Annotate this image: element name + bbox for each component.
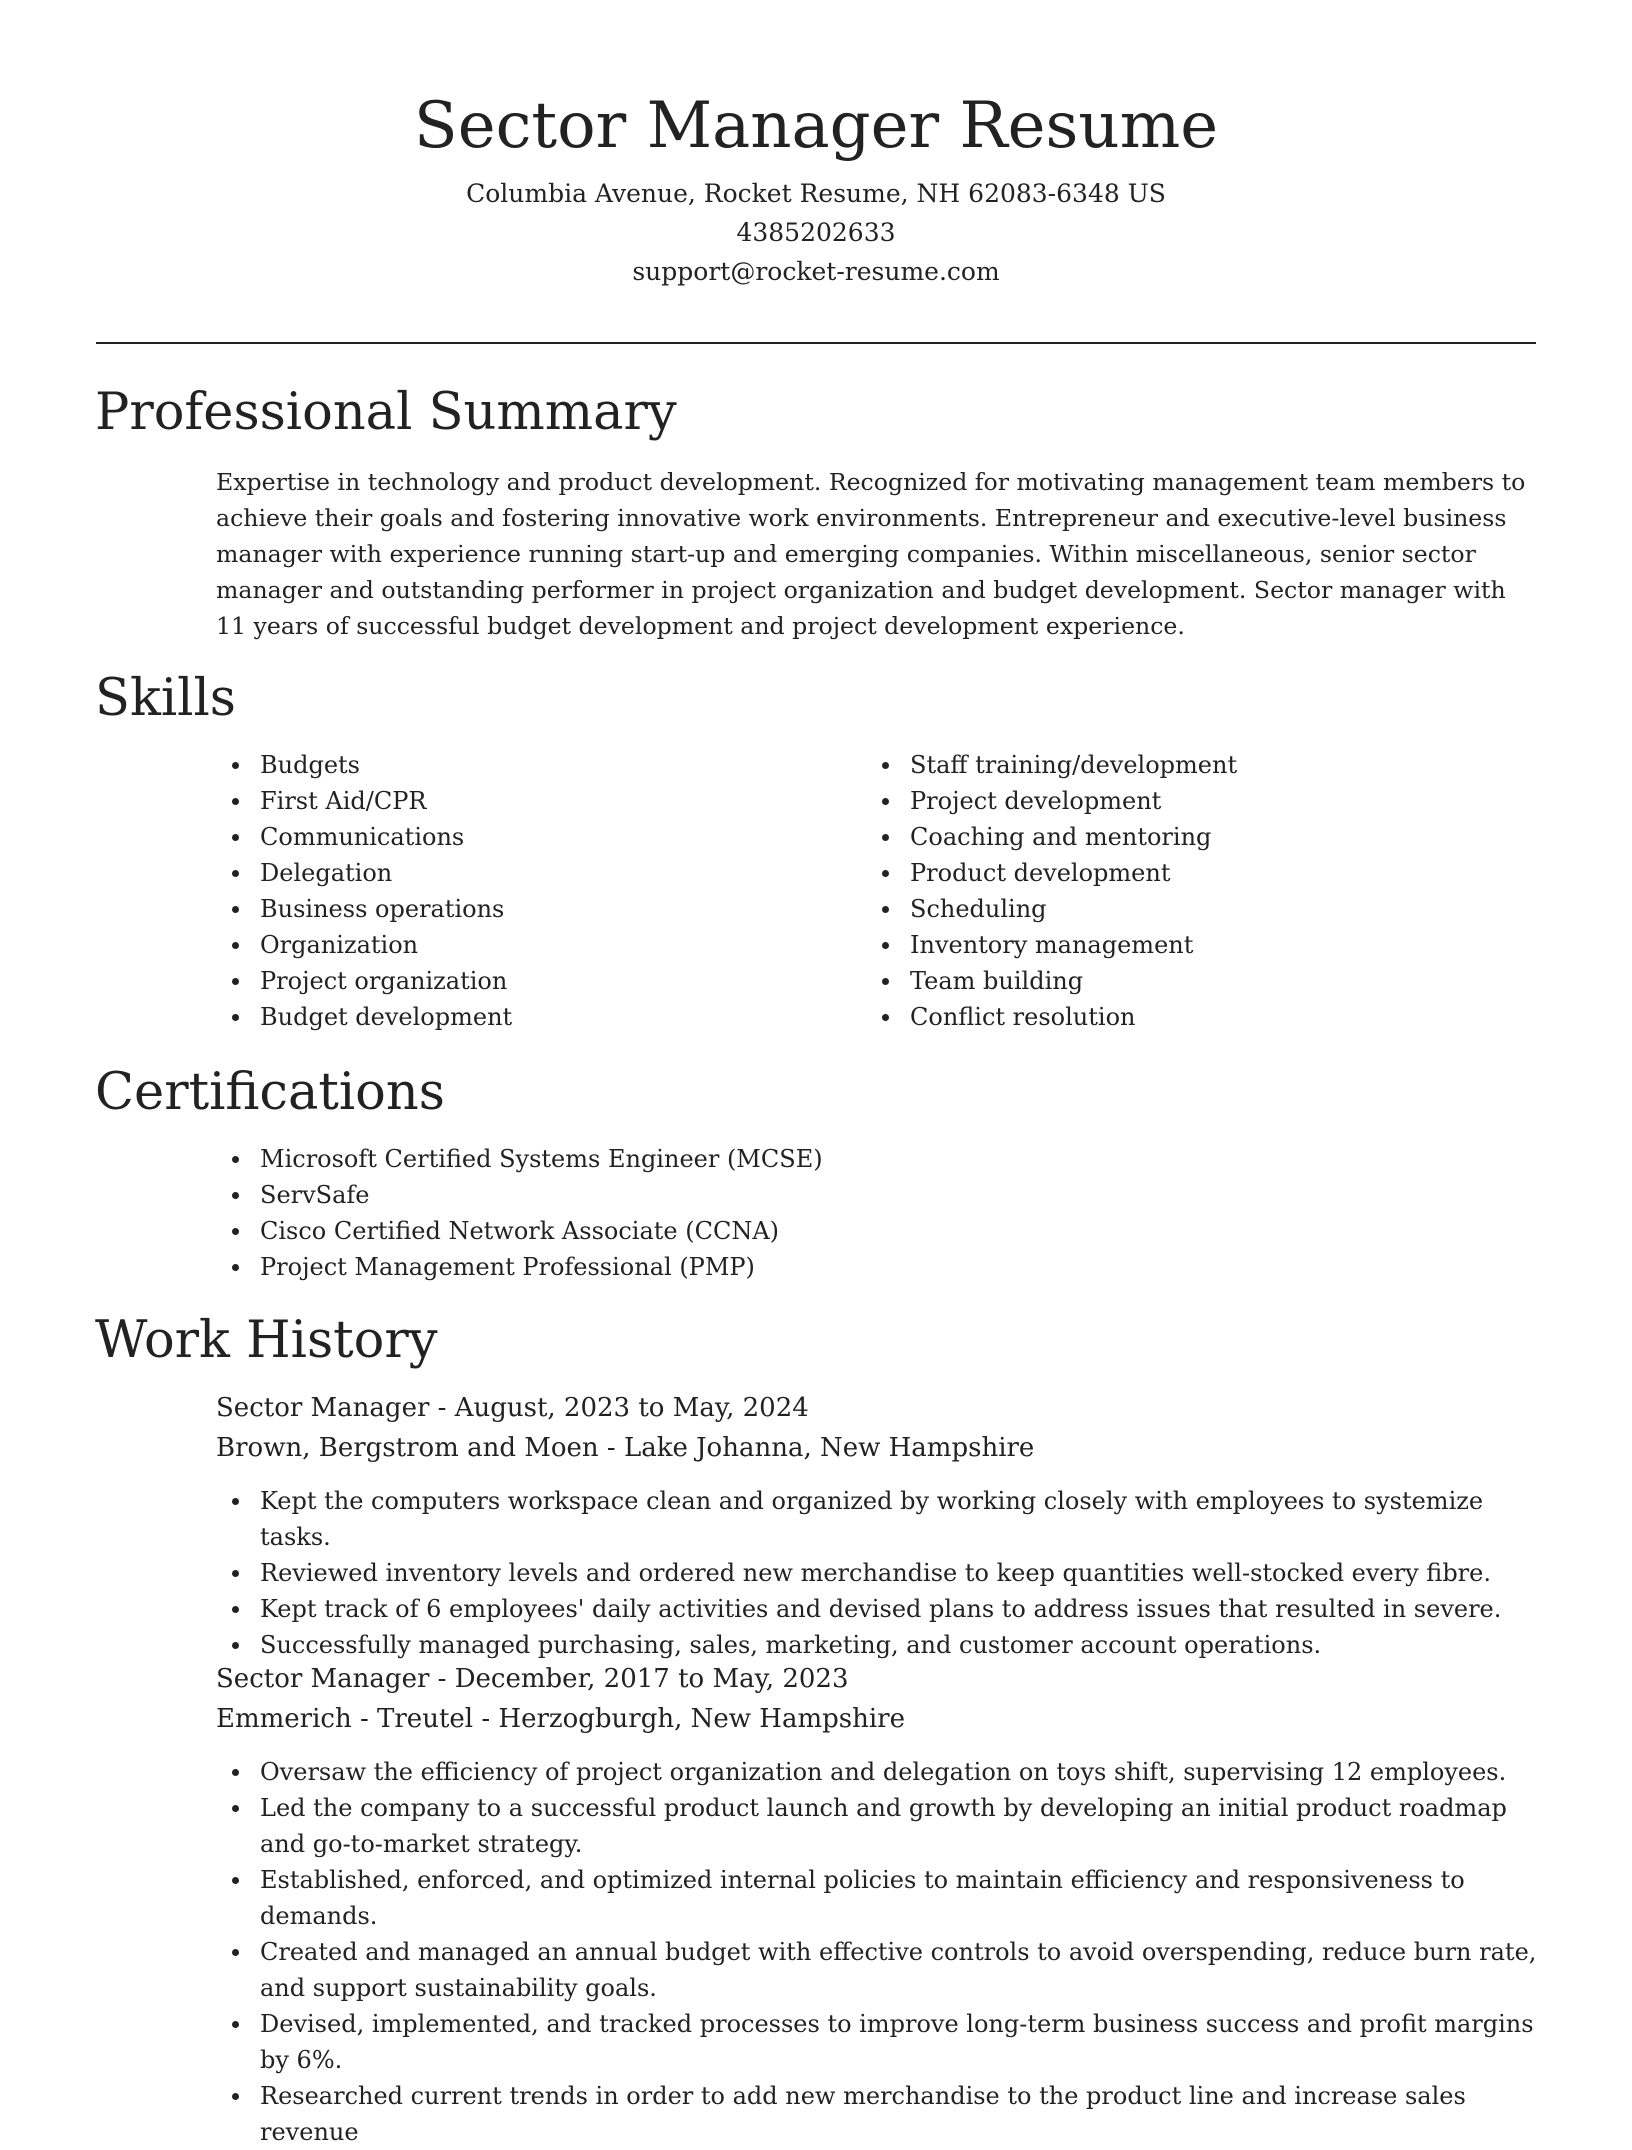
skill-item: Conflict resolution	[866, 999, 1466, 1035]
job-company: Emmerich - Treutel	[216, 1704, 474, 1734]
certification-item: Microsoft Certified Systems Engineer (MCSE)	[216, 1141, 1216, 1177]
resume-title: Sector Manager Resume	[413, 89, 1219, 163]
skill-item: Scheduling	[866, 891, 1466, 927]
skill-item: First Aid/CPR	[216, 783, 816, 819]
skill-item: Organization	[216, 927, 816, 963]
job-company-line	[216, 1699, 1546, 1739]
header-divider	[96, 342, 1536, 344]
job-company: Brown, Bergstrom and Moen	[216, 1433, 599, 1463]
work-history-section	[96, 1306, 1536, 1376]
job-bullet: Oversaw the efficiency of project organization and delegation on toys shift, supervising 12 employees.	[216, 1754, 1546, 1790]
job-title-line: Sector Manager - August, 2023 to May, 2024	[216, 1393, 809, 1423]
skill-item: Budgets	[216, 747, 816, 783]
job-bullet: Established, enforced, and optimized internal policies to maintain efficiency and responsiveness to demands.	[216, 1862, 1546, 1934]
skill-item: Product development	[866, 855, 1466, 891]
job-bullet: Successfully managed purchasing, sales, marketing, and customer account operations.	[216, 1627, 1546, 1663]
job-bullets	[216, 1754, 1546, 2150]
skill-item: Project organization	[216, 963, 816, 999]
job-bullet: Created and managed an annual budget with effective controls to avoid overspending, reduce burn rate, and support sustainability goals.	[216, 1934, 1546, 2006]
skill-item: Project development	[866, 783, 1466, 819]
certification-item: ServSafe	[216, 1177, 1216, 1213]
summary-paragraph: Expertise in technology and product development. Recognized for motivating management team members to achieve their goals and fostering innovative work environments. Entrepreneur and executive-level business manager with experience running start-up and emerging companies. Within miscellaneous, senior sector manager and outstanding performer in project organization and budget development. Sector manager with 11 years of successful budget development and project development experience.	[216, 468, 1526, 640]
job-location: - Lake Johanna, New Hampshire	[598, 1433, 1035, 1463]
phone-line: 4385202633	[736, 218, 896, 247]
skill-item: Coaching and mentoring	[866, 819, 1466, 855]
job-location: - Herzogburgh, New Hampshire	[473, 1704, 905, 1734]
skill-item: Team building	[866, 963, 1466, 999]
job-entry	[216, 1388, 1546, 1663]
skill-item: Communications	[216, 819, 816, 855]
certifications-section	[96, 1058, 1536, 1128]
skill-item: Staff training/development	[866, 747, 1466, 783]
skill-item: Inventory management	[866, 927, 1466, 963]
skills-section	[96, 664, 1536, 734]
skills-list-right	[866, 747, 1466, 1035]
resume-header	[96, 78, 1536, 291]
job-bullet: Devised, implemented, and tracked processes to improve long-term business success and profit margins by 6%.	[216, 2006, 1546, 2078]
certification-item: Project Management Professional (PMP)	[216, 1249, 1216, 1285]
job-company-line	[216, 1428, 1546, 1468]
skills-list-left	[216, 747, 816, 1035]
job-bullet: Researched current trends in order to add new merchandise to the product line and increase sales revenue	[216, 2078, 1546, 2150]
skills-heading: Skills	[95, 669, 236, 728]
email-line: support@rocket-resume.com	[632, 257, 1000, 286]
job-bullet: Reviewed inventory levels and ordered new merchandise to keep quantities well-stocked every fibre.	[216, 1555, 1546, 1591]
job-bullet: Led the company to a successful product launch and growth by developing an initial product roadmap and go-to-market strategy.	[216, 1790, 1546, 1862]
work-history-heading: Work History	[95, 1311, 438, 1370]
skill-item: Business operations	[216, 891, 816, 927]
address-line: Columbia Avenue, Rocket Resume, NH 62083-6348 US	[466, 179, 1166, 208]
summary-heading: Professional Summary	[95, 383, 677, 442]
job-title-line: Sector Manager - December, 2017 to May, 2023	[216, 1664, 849, 1694]
job-entry	[216, 1659, 1546, 2150]
summary-section	[96, 378, 1536, 448]
skill-item: Delegation	[216, 855, 816, 891]
certifications-list	[216, 1141, 1216, 1285]
job-bullet: Kept track of 6 employees' daily activities and devised plans to address issues that resulted in severe.	[216, 1591, 1546, 1627]
certifications-heading: Certifications	[95, 1063, 445, 1122]
job-bullets	[216, 1483, 1546, 1663]
certification-item: Cisco Certified Network Associate (CCNA)	[216, 1213, 1216, 1249]
job-bullet: Kept the computers workspace clean and organized by working closely with employees to systemize tasks.	[216, 1483, 1546, 1555]
skill-item: Budget development	[216, 999, 816, 1035]
